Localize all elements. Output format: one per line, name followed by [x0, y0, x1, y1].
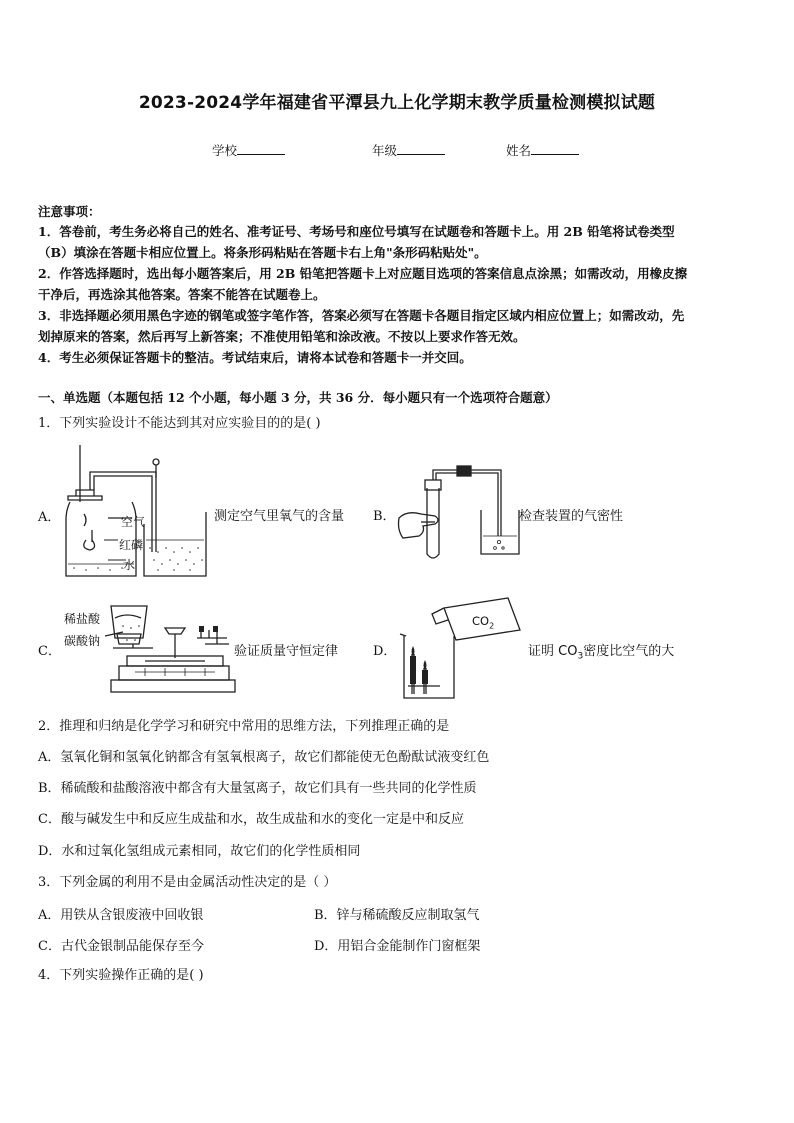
question-2-option: B．稀硫酸和盐酸溶液中都含有大量氢离子，故它们具有一些共同的化学性质 — [38, 781, 477, 796]
option-a-caption: 测定空气里氧气的含量 — [214, 509, 345, 524]
notice-line: 3．非选择题必须用黑色字迹的钢笔或签字笔作答，答案必须写在答题卡各题目指定区域内相应位置上；如需改动，先 — [38, 308, 685, 323]
question-2-option: C．酸与碱发生中和反应生成盐和水，故生成盐和水的变化一定是中和反应 — [38, 812, 464, 827]
option-c-letter: C． — [38, 644, 61, 659]
option-d-caption — [528, 640, 674, 662]
option-d-caption-pre: 证明 CO — [528, 644, 578, 659]
question-3-stem: 3．下列金属的利用不是由金属活动性决定的是（ ） — [38, 875, 337, 890]
notice-heading: 注意事项： — [38, 204, 101, 219]
notice-line: （B）填涂在答题卡相应位置上。将条形码粘贴在答题卡右上角"条形码粘贴处"。 — [38, 245, 487, 260]
option-d-letter: D． — [373, 644, 397, 659]
name-field — [506, 141, 579, 159]
name-blank — [531, 142, 579, 155]
option-d-caption-post: 密度比空气的大 — [583, 644, 675, 659]
sodium-carbonate-label: 碳酸钠 — [64, 634, 101, 648]
question-3-option-a: A．用铁从含银废液中回收银 — [38, 908, 204, 923]
grade-field — [372, 141, 445, 159]
co2-bottle-label — [472, 614, 494, 630]
co2-candle-figure — [400, 594, 524, 702]
school-label: 学校 — [212, 143, 238, 158]
section-heading: 一、单选题（本题包括 12 个小题，每小题 3 分，共 36 分．每小题只有一个选项符合题意） — [38, 390, 558, 405]
question-2-option: A．氢氧化铜和氢氧化钠都含有氢氧根离子，故它们都能使无色酚酞试液变红色 — [38, 750, 490, 765]
question-4-stem: 4．下列实验操作正确的是( ) — [38, 968, 204, 983]
option-b-caption: 检查装置的气密性 — [519, 509, 624, 524]
question-1-stem: 1．下列实验设计不能达到其对应实验目的的是( ) — [38, 416, 321, 431]
option-b-letter: B． — [373, 509, 396, 524]
question-3-option-b: B．锌与稀硫酸反应制取氢气 — [314, 908, 480, 923]
water-label: 水 — [123, 558, 136, 572]
notice-line: 划掉原来的答案，然后再写上新答案；不准使用铅笔和涂改液。不按以上要求作答无效。 — [38, 329, 526, 344]
option-c-caption: 验证质量守恒定律 — [234, 644, 339, 659]
co2-bottle-subscript: 2 — [489, 621, 495, 631]
balance-figure — [105, 598, 235, 698]
question-3-option-c: C．古代金银制品能保存至今 — [38, 939, 204, 954]
notice-line: 2．作答选择题时，选出每小题答案后，用 2B 铅笔把答题卡上对应题目选项的答案信息点涂黑；如需改动，用橡皮擦 — [38, 266, 688, 281]
co2-bottle-text: CO — [472, 614, 490, 628]
air-label: 空气 — [121, 515, 146, 529]
notice-line: 干净后，再选涂其他答案。答案不能答在试题卷上。 — [38, 287, 326, 302]
name-label: 姓名 — [506, 143, 532, 158]
option-a-letter: A． — [38, 510, 61, 525]
grade-label: 年级 — [372, 143, 398, 158]
grade-blank — [397, 142, 445, 155]
airtightness-figure — [395, 462, 525, 562]
dilute-hcl-label: 稀盐酸 — [64, 612, 101, 626]
notice-line: 1．答卷前，考生务必将自己的姓名、准考证号、考场号和座位号填写在试题卷和答题卡上。用 2B 铅笔将试卷类型 — [38, 224, 675, 239]
school-blank — [237, 142, 285, 155]
question-2-option: D．水和过氧化氢组成元素相同，故它们的化学性质相同 — [38, 844, 361, 859]
red-phosphorus-label: 红磷 — [119, 538, 144, 552]
question-2-stem: 2．推理和归纳是化学学习和研究中常用的思维方法，下列推理正确的是 — [38, 719, 450, 734]
question-3-option-d: D．用铝合金能制作门窗框架 — [314, 939, 481, 954]
page-title: 2023-2024学年福建省平潭县九上化学期末教学质量检测模拟试题 — [138, 93, 656, 113]
option-d-caption-subscript: 3 — [577, 651, 584, 662]
notice-line: 4．考生必须保证答题卡的整洁。考试结束后，请将本试卷和答题卡一并交回。 — [38, 350, 472, 365]
school-field — [212, 141, 285, 159]
